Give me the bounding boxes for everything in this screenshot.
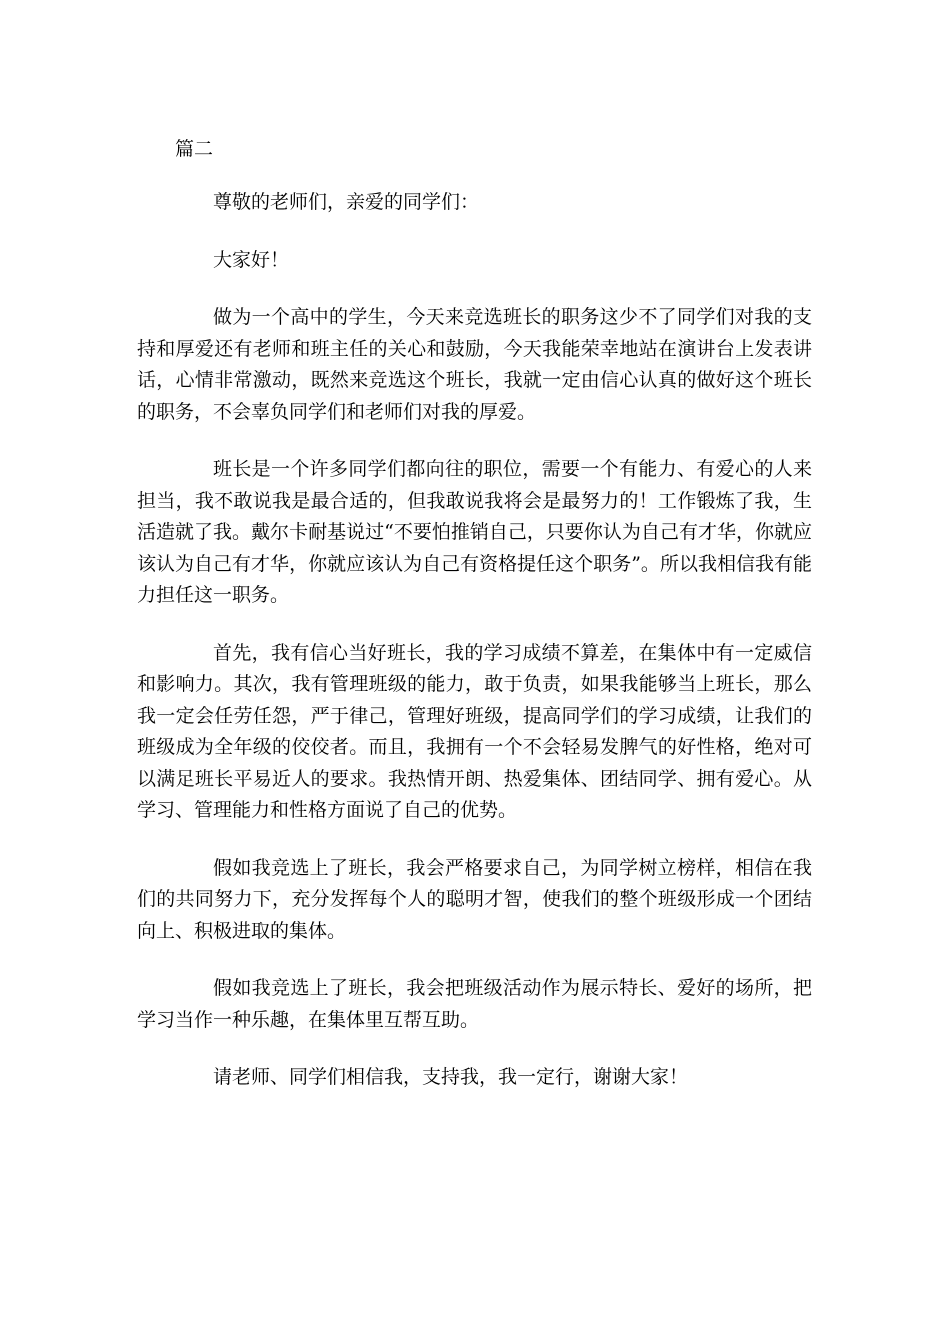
closing-paragraph: 请老师、同学们相信我，支持我，我一定行，谢谢大家！ (213, 1066, 689, 1088)
body-paragraph: 首先，我有信心当好班长，我的学习成绩不算差，在集体中有一定威信和影响力。其次，我有管理班级的能力，敢于负责，如果我能够当上班长，那么我一定会任劳任怨，严于律己，管理好班级，提高同学们的学习成绩，让我们的班级成为全年级的佼佼者。而且，我拥有一个不会轻易发脾气的好性格，绝对可以满足班长平易近人的要求。我热情开朗、热爱集体、团结同学、拥有爱心。从学习、管理能力和性格方面说了自己的优势。 (137, 641, 812, 821)
greeting-paragraph: 大家好！ (213, 248, 290, 271)
body-paragraph: 假如我竞选上了班长，我会把班级活动作为展示特长、爱好的场所，把学习当作一种乐趣，在集体里互帮互助。 (137, 977, 812, 1031)
body-paragraph: 做为一个高中的学生，今天来竞选班长的职务这少不了同学们对我的支持和厚爱还有老师和班主任的关心和鼓励，今天我能荣幸地站在演讲台上发表讲话，心情非常激动，既然来竞选这个班长，我就一定由信心认真的做好这个班长的职务，不会辜负同学们和老师们对我的厚爱。 (137, 306, 812, 423)
speech-body (137, 187, 812, 1120)
section-heading: 篇二 (175, 138, 214, 160)
salutation-paragraph: 尊敬的老师们，亲爱的同学们： (213, 191, 480, 213)
body-paragraph: 假如我竞选上了班长，我会严格要求自己，为同学树立榜样，相信在我们的共同努力下，充分发挥每个人的聪明才智，使我们的整个班级形成一个团结向上、积极进取的集体。 (137, 856, 812, 942)
body-paragraph: 班长是一个许多同学们都向往的职位，需要一个有能力、有爱心的人来担当，我不敢说我是最合适的，但我敢说我将会是最努力的！工作锻炼了我，生活造就了我。戴尔卡耐基说过“不要怕推销自己，只要你认为自己有才华，你就应该认为自己有才华，你就应该认为自己有资格提任这个职务”。所以我相信我有能力担任这一职务。 (137, 458, 812, 606)
